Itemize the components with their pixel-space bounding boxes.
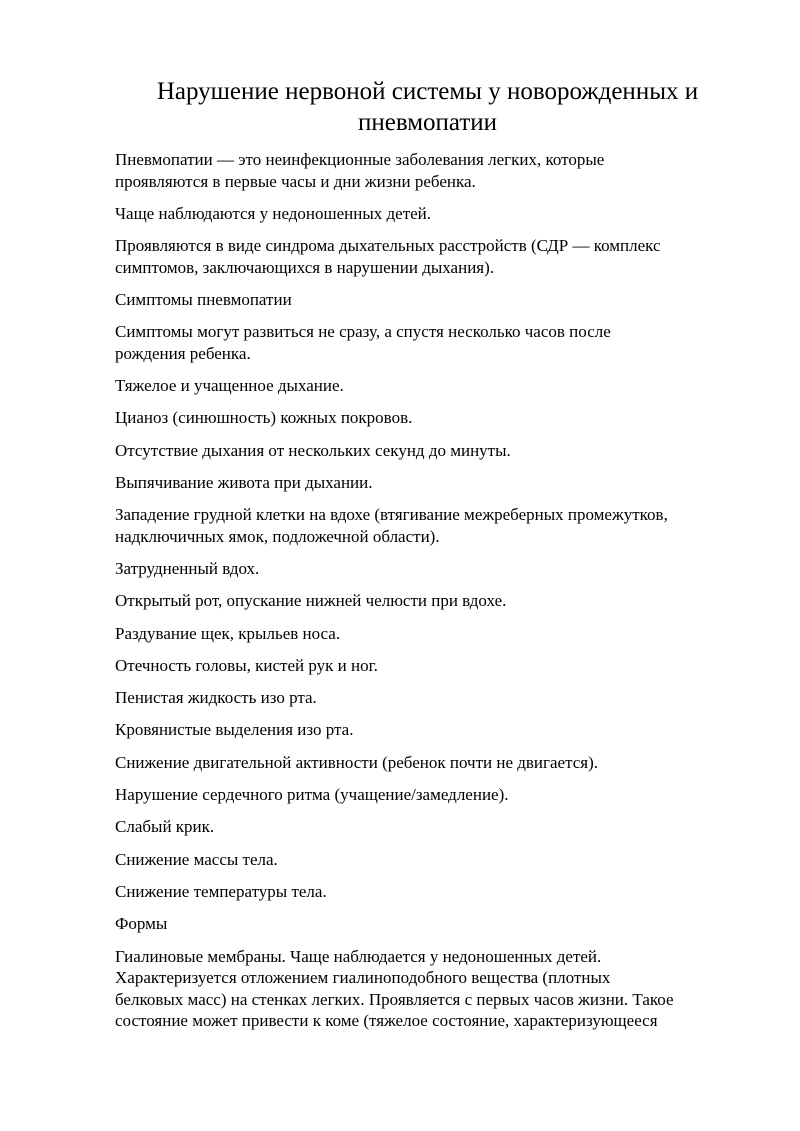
symptom-item: Выпячивание живота при дыхании. (115, 472, 373, 492)
symptom-item: Снижение температуры тела. (115, 881, 327, 901)
document-title-text: Нарушение нервоной системы у новорожденных и пневмопатии (156, 78, 699, 136)
symptom-item: Кровянистые выделения изо рта. (115, 720, 354, 740)
symptom-item: Отсутствие дыхания от нескольких секунд до минуты. (115, 440, 511, 460)
paragraph-definition: Пневмопатии — это неинфекционные заболевания легких, которые проявляются в первые часы и дни жизни ребенка. (115, 150, 605, 191)
document-body (115, 149, 745, 1042)
section-heading-forms: Формы (115, 914, 168, 934)
symptom-item: Раздувание щек, крыльев носа. (115, 623, 341, 643)
symptom-item: Слабый крик. (115, 817, 215, 837)
symptom-item: Затрудненный вдох. (115, 558, 260, 578)
section-heading-symptoms: Симптомы пневмопатии (115, 289, 292, 309)
paragraph-hyaline-membranes: Гиалиновые мембраны. Чаще наблюдается у недоношенных детей. Характеризуется отложением гиалиноподобного вещества (плотных белковых масс) на стенках легких. Проявляется с первых часов жизни. Такое состояние может привести к коме (тяжелое состояние, характеризующееся (115, 946, 674, 1031)
symptom-item: Снижение массы тела. (115, 849, 278, 869)
paragraph-premature: Чаще наблюдаются у недоношенных детей. (115, 203, 432, 223)
symptom-item: Отечность головы, кистей рук и ног. (115, 655, 378, 675)
symptom-item: Западение грудной клетки на вдохе (втягивание межреберных промежутков, надключичных ямок, подложечной области). (115, 505, 668, 546)
paragraph-symptoms-onset: Симптомы могут развиться не сразу, а спустя несколько часов после рождения ребенка. (115, 322, 611, 363)
symptom-item: Снижение двигательной активности (ребенок почти не двигается). (115, 752, 598, 772)
symptom-item: Пенистая жидкость изо рта. (115, 688, 317, 708)
symptom-item: Открытый рот, опускание нижней челюсти при вдохе. (115, 591, 507, 611)
symptom-item: Цианоз (синюшность) кожных покровов. (115, 408, 413, 428)
paragraph-sdr: Проявляются в виде синдрома дыхательных расстройств (СДР — комплекс симптомов, заключающихся в нарушении дыхания). (115, 236, 661, 277)
symptom-item: Нарушение сердечного ритма (учащение/замедление). (115, 785, 509, 805)
document-title (115, 76, 740, 138)
symptom-item: Тяжелое и учащенное дыхание. (115, 375, 344, 395)
